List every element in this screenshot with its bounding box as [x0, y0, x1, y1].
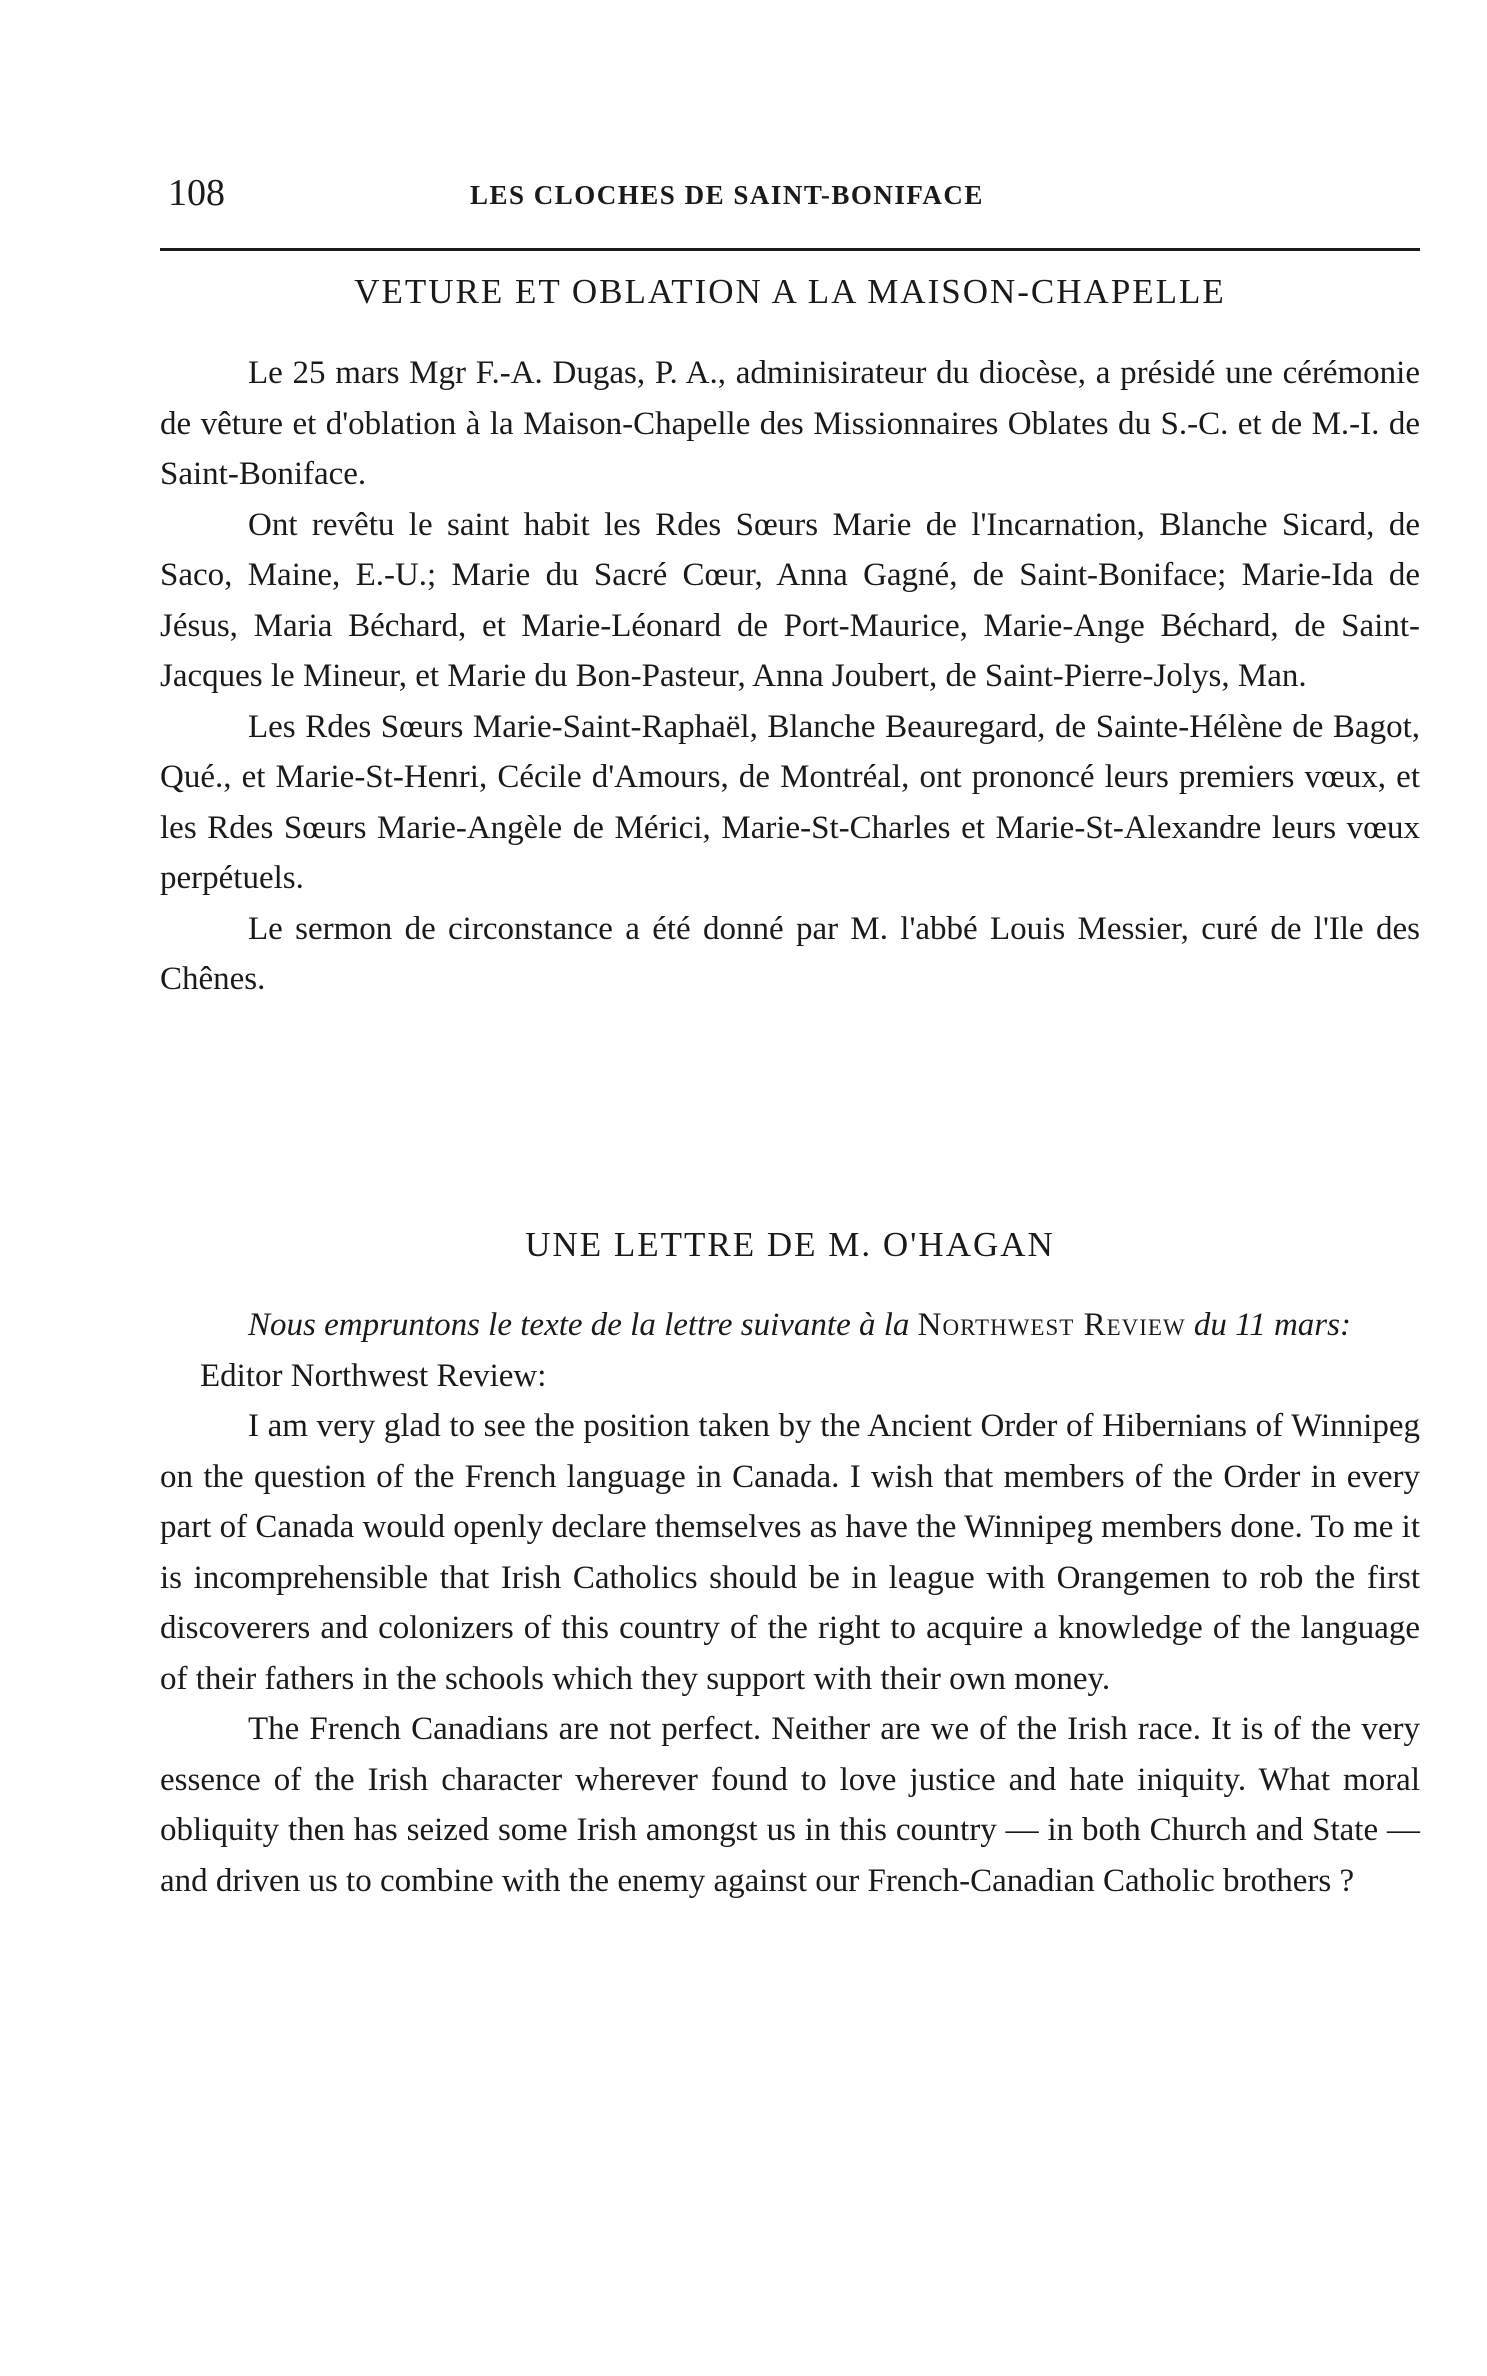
header-rule: [160, 248, 1420, 251]
newspaper-name: Northwest Review: [917, 1307, 1186, 1343]
running-title: LES CLOCHES DE SAINT-BONIFACE: [470, 180, 984, 210]
paragraph: Le 25 mars Mgr F.-A. Dugas, P. A., adminisirateur du diocèse, a présidé une cérémonie de vêture et d'oblation à la Maison-Chapelle des Missionnaires Oblates du S.-C. et de M.-I. de Saint-Boniface.: [160, 355, 1420, 492]
section-heading-veture: VETURE ET OBLATION A LA MAISON-CHAPELLE: [354, 272, 1226, 311]
section-veture-oblation: [160, 348, 1420, 1005]
intro-date: du 11 mars:: [1185, 1307, 1351, 1343]
paragraph: Le sermon de circonstance a été donné par M. l'abbé Louis Messier, curé de l'Ile des Chênes.: [160, 910, 1420, 997]
salutation: Editor Northwest Review:: [200, 1357, 547, 1394]
paragraph: I am very glad to see the position taken by the Ancient Order of Hibernians of Winnipeg on the question of the French language in Canada. I wish that members of the Order in every part of Canada would openly declare themselves as have the Winnipeg members done. To me it is incomprehensible that Irish Catholics should be in league with Orangemen to rob the first discoverers and colonizers of this country of the right to acquire a knowledge of the language of their fathers in the schools which they support with their own money.: [160, 1408, 1420, 1697]
section-heading-lettre: UNE LETTRE DE M. O'HAGAN: [525, 1225, 1055, 1264]
paragraph: Les Rdes Sœurs Marie-Saint-Raphaël, Blanche Beauregard, de Sainte-Hélène de Bagot, Qué., et Marie-St-Henri, Cécile d'Amours, de Montréal, ont prononcé leurs premiers vœux, et les Rdes Sœurs Marie-Angèle de Mérici, Marie-St-Charles et Marie-St-Alexandre leurs vœux perpétuels.: [160, 708, 1420, 896]
paragraph: Ont revêtu le saint habit les Rdes Sœurs Marie de l'Incarnation, Blanche Sicard, de Saco, Maine, E.-U.; Marie du Sacré Cœur, Anna Gagné, de Saint-Boniface; Marie-Ida de Jésus, Maria Béchard, et Marie-Léonard de Port-Maurice, Marie-Ange Béchard, de Saint-Jacques le Mineur, et Marie du Bon-Pasteur, Anna Joubert, de Saint-Pierre-Jolys, Man.: [160, 506, 1420, 694]
page-number: 108: [168, 172, 225, 214]
intro-line: [160, 1300, 1420, 1351]
running-head: [160, 168, 1420, 218]
paragraph: The French Canadians are not perfect. Neither are we of the Irish race. It is of the very essence of the Irish character wherever found to love justice and hate iniquity. What moral obliquity then has seized some Irish amongst us in this country — in both Church and State — and driven us to combine with the enemy against our French-Canadian Catholic brothers ?: [160, 1711, 1420, 1899]
intro-text: Nous empruntons le texte de la lettre suivante à la: [248, 1307, 918, 1343]
section-lettre-ohagan: [160, 1300, 1420, 1906]
